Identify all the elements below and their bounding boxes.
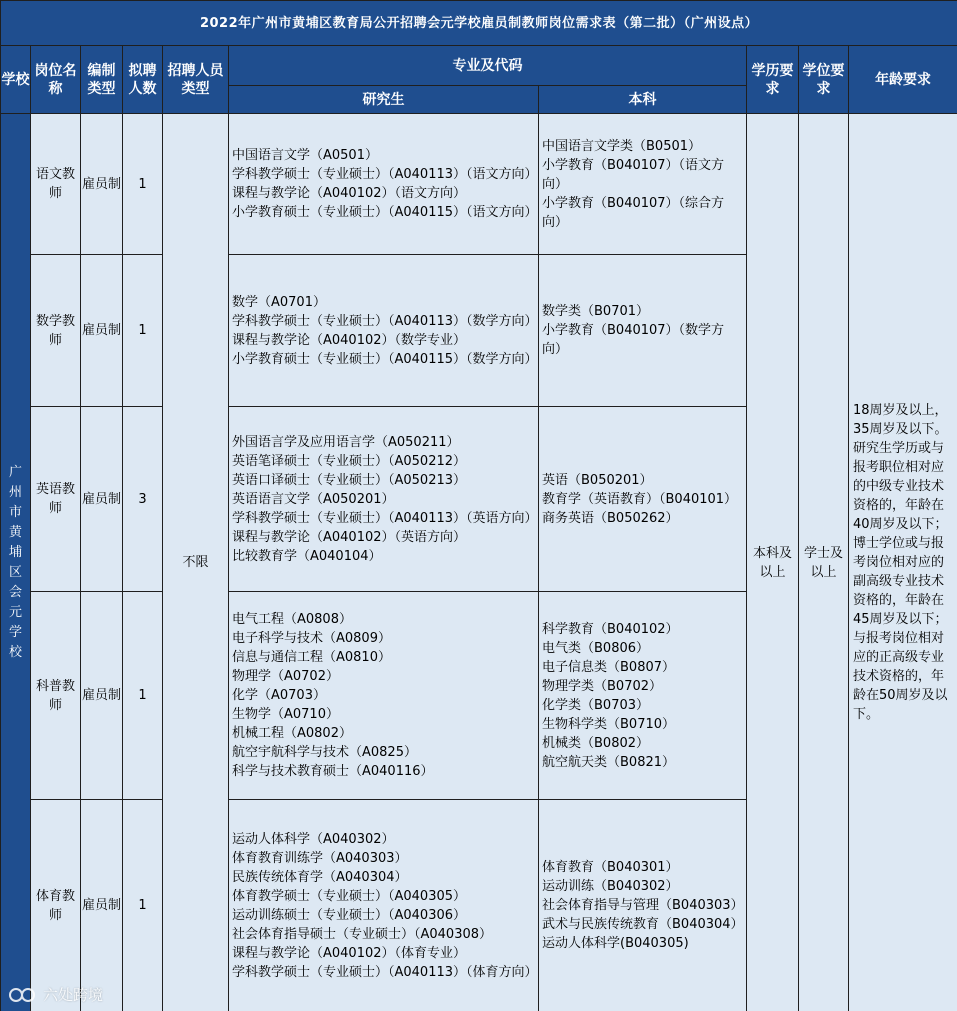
major-item: 航空宇航科学与技术（A0825） bbox=[232, 745, 417, 760]
major-item: 英语（B050201） bbox=[542, 472, 653, 488]
major-item: 化学（A0703） bbox=[232, 688, 326, 703]
major-item: 小学教育（B040107）（数学方向） bbox=[542, 323, 725, 357]
major-item: 社会体育指导硕士（专业硕士）（A040308） bbox=[232, 926, 493, 942]
watermark bbox=[8, 984, 103, 1005]
major-item: 比较教育学（A040104） bbox=[232, 548, 382, 564]
major-item: 科学教育（B040102） bbox=[542, 621, 679, 637]
age-requirement: 18周岁及以上，35周岁及以下。研究生学历或与报考职位相对应的中级专业技术资格的，年龄在40周岁及以下；博士学位或与报考岗位相对应的副高级专业技术资格的，年龄在45周岁及以下；与报考岗位相对应的正高级专业技术资格的，年龄在50周岁及以下。 bbox=[849, 114, 957, 1011]
major-item: 运动人体科学（A040302） bbox=[232, 831, 395, 847]
major-item: 电子科学与技术（A0809） bbox=[232, 631, 391, 646]
major-item: 物理学类（B0702） bbox=[542, 678, 663, 694]
major-item: 体育教育（B040301） bbox=[542, 860, 679, 875]
undergraduate-majors bbox=[539, 114, 747, 255]
header-position: 岗位名称 bbox=[31, 46, 81, 114]
recruit-type: 不限 bbox=[163, 114, 229, 1011]
major-item: 运动训练硕士（专业硕士）（A040306） bbox=[232, 907, 467, 923]
watermark-logo-icon bbox=[8, 987, 38, 1003]
header-staffing-type: 编制类型 bbox=[81, 46, 123, 114]
major-item: 中国语言文学类（B0501） bbox=[542, 138, 702, 154]
major-item: 外国语言学及应用语言学（A050211） bbox=[232, 434, 460, 450]
major-item: 学科教学硕士（专业硕士）（A040113）（语文方向） bbox=[232, 167, 538, 182]
header-major-code: 专业及代码 bbox=[229, 46, 747, 86]
major-item: 化学类（B0703） bbox=[542, 697, 650, 713]
header-planned-count: 拟聘人数 bbox=[123, 46, 163, 114]
position-name: 数学教师 bbox=[31, 255, 81, 407]
major-item: 小学教育（B040107）（综合方向） bbox=[542, 195, 725, 230]
header-age: 年龄要求 bbox=[849, 46, 957, 114]
school-name: 广州市黄埔区会元学校 bbox=[1, 114, 31, 1011]
major-item: 体育教学硕士（专业硕士）（A040305） bbox=[232, 888, 467, 904]
major-item: 物理学（A0702） bbox=[232, 669, 339, 684]
major-item: 英语笔译硕士（专业硕士）（A050212） bbox=[232, 453, 467, 469]
staffing-type: 雇员制 bbox=[81, 255, 123, 407]
header-recruit-type: 招聘人员类型 bbox=[163, 46, 229, 114]
planned-count: 1 bbox=[123, 255, 163, 407]
staffing-type: 雇员制 bbox=[81, 800, 123, 1011]
major-item: 民族传统体育学（A040304） bbox=[232, 869, 408, 885]
position-name: 体育教师 bbox=[31, 800, 81, 1011]
major-item: 生物科学类（B0710） bbox=[542, 716, 676, 732]
page-title: 2022年广州市黄埔区教育局公开招聘会元学校雇员制教师岗位需求表（第二批）（广州设点） bbox=[1, 1, 957, 46]
major-item: 科学与技术教育硕士（A040116） bbox=[232, 764, 434, 779]
staffing-type: 雇员制 bbox=[81, 114, 123, 255]
planned-count: 3 bbox=[123, 407, 163, 592]
major-item: 英语口译硕士（专业硕士）（A050213） bbox=[232, 472, 467, 488]
graduate-majors bbox=[229, 114, 539, 255]
major-item: 中国语言文学（A0501） bbox=[232, 148, 378, 163]
education-requirement: 本科及以上 bbox=[747, 114, 799, 1011]
header-degree: 学位要求 bbox=[799, 46, 849, 114]
major-item: 运动人体科学(B040305) bbox=[542, 936, 689, 951]
major-item: 社会体育指导与管理（B040303） bbox=[542, 898, 744, 913]
degree-requirement: 学士及以上 bbox=[799, 114, 849, 1011]
major-item: 电气类（B0806） bbox=[542, 640, 650, 656]
major-item: 信息与通信工程（A0810） bbox=[232, 650, 391, 665]
planned-count: 1 bbox=[123, 592, 163, 800]
major-item: 商务英语（B050262） bbox=[542, 510, 679, 526]
header-undergraduate: 本科 bbox=[539, 86, 747, 114]
major-item: 教育学（英语教育）（B040101） bbox=[542, 491, 738, 507]
undergraduate-majors bbox=[539, 255, 747, 407]
position-name: 语文教师 bbox=[31, 114, 81, 255]
major-item: 学科教学硕士（专业硕士）（A040113）（体育方向） bbox=[232, 964, 538, 980]
major-item: 体育教育训练学（A040303） bbox=[232, 850, 408, 866]
planned-count: 1 bbox=[123, 114, 163, 255]
major-item: 小学教育（B040107）（语文方向） bbox=[542, 157, 725, 192]
graduate-majors bbox=[229, 592, 539, 800]
major-item: 小学教育硕士（专业硕士）（A040115）（数学方向） bbox=[232, 351, 538, 367]
major-item: 机械工程（A0802） bbox=[232, 726, 352, 741]
major-item: 生物学（A0710） bbox=[232, 707, 339, 722]
staffing-type: 雇员制 bbox=[81, 592, 123, 800]
major-item: 课程与教学论（A040102）（体育专业） bbox=[232, 945, 467, 961]
major-item: 英语语言文学（A050201） bbox=[232, 491, 395, 507]
header-graduate: 研究生 bbox=[229, 86, 539, 114]
major-item: 数学（A0701） bbox=[232, 294, 326, 310]
undergraduate-majors bbox=[539, 800, 747, 1011]
table-row bbox=[1, 114, 957, 255]
major-item: 数学类（B0701） bbox=[542, 304, 650, 319]
major-item: 机械类（B0802） bbox=[542, 735, 650, 751]
undergraduate-majors bbox=[539, 407, 747, 592]
major-item: 运动训练（B040302） bbox=[542, 879, 679, 894]
planned-count: 1 bbox=[123, 800, 163, 1011]
undergraduate-majors bbox=[539, 592, 747, 800]
graduate-majors bbox=[229, 800, 539, 1011]
graduate-majors bbox=[229, 407, 539, 592]
major-item: 航空航天类（B0821） bbox=[542, 754, 676, 770]
graduate-majors bbox=[229, 255, 539, 407]
major-item: 课程与教学论（A040102）（语文方向） bbox=[232, 186, 467, 201]
position-name: 英语教师 bbox=[31, 407, 81, 592]
header-school: 学校 bbox=[1, 46, 31, 114]
major-item: 武术与民族传统教育（B040304） bbox=[542, 917, 744, 932]
major-item: 课程与教学论（A040102）（数学专业） bbox=[232, 332, 467, 348]
major-item: 课程与教学论（A040102）（英语方向） bbox=[232, 529, 467, 545]
major-item: 电气工程（A0808） bbox=[232, 612, 352, 627]
major-item: 电子信息类（B0807） bbox=[542, 659, 676, 675]
staffing-type: 雇员制 bbox=[81, 407, 123, 592]
header-education: 学历要求 bbox=[747, 46, 799, 114]
major-item: 小学教育硕士（专业硕士）（A040115）（语文方向） bbox=[232, 205, 538, 220]
position-name: 科普教师 bbox=[31, 592, 81, 800]
major-item: 学科教学硕士（专业硕士）（A040113）（英语方向） bbox=[232, 510, 538, 526]
major-item: 学科教学硕士（专业硕士）（A040113）（数学方向） bbox=[232, 313, 538, 329]
watermark-text: 六处跨境 bbox=[43, 986, 104, 1004]
